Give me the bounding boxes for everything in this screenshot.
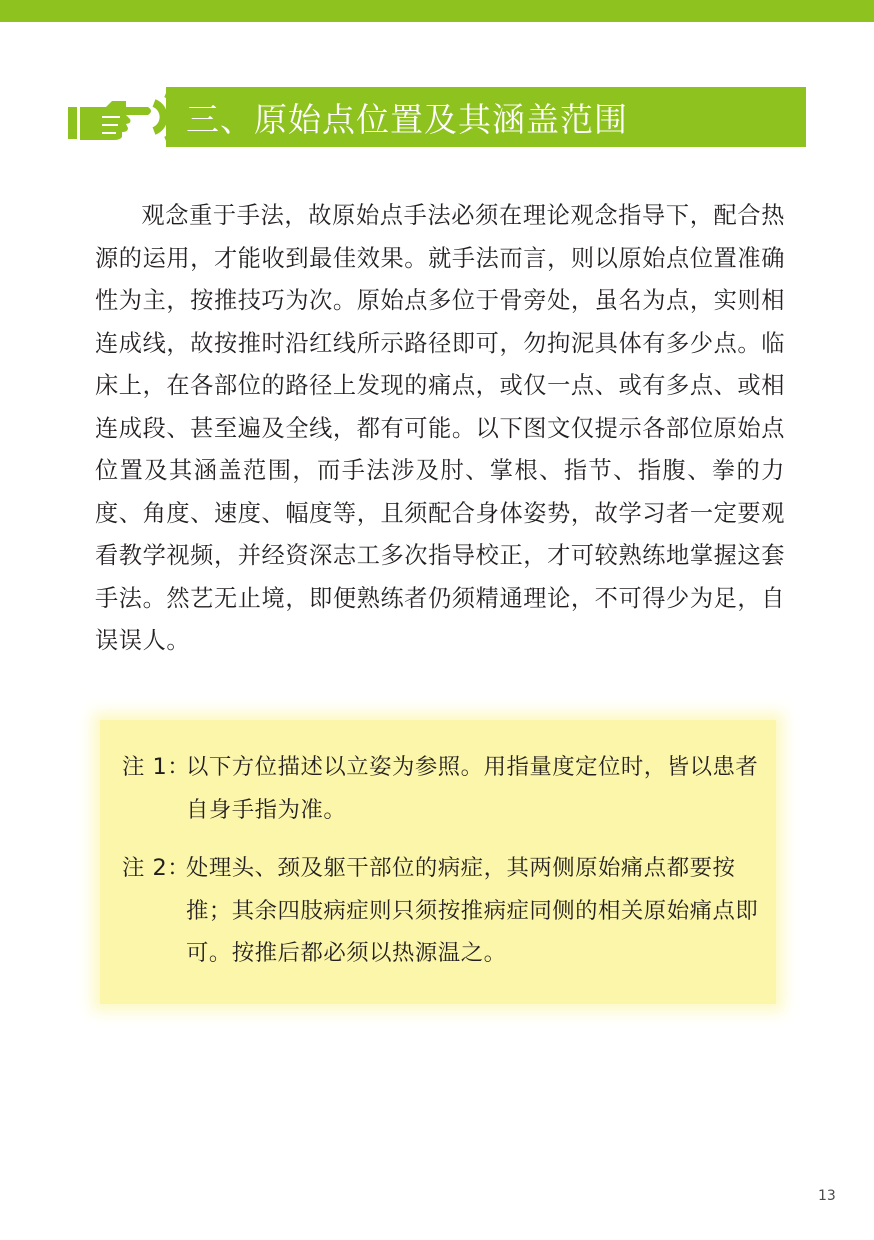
note-text-2: 处理头、颈及躯干部位的病症，其两侧原始痛点都要按推；其余四肢病症则只须按推病症同侧的相关原始痛点即可。按推后都必须以热源温之。: [186, 855, 759, 966]
note-item-1: [122, 746, 762, 831]
pointing-hand-icon: [66, 87, 176, 147]
section-title-bar: [166, 87, 806, 147]
note-label-1: 注 1：: [122, 754, 191, 780]
note-item-2: [122, 847, 762, 975]
section-title: 三、原始点位置及其涵盖范围: [186, 99, 628, 139]
top-color-band: [0, 0, 874, 22]
body-text: [95, 195, 785, 663]
note-text-1: 以下方位描述以立姿为参照。用指量度定位时，皆以患者自身手指为准。: [186, 754, 759, 823]
note-label-2: 注 2：: [122, 855, 191, 881]
page-number: 13: [818, 1188, 836, 1204]
body-paragraph: 观念重于手法，故原始点手法必须在理论观念指导下，配合热源的运用，才能收到最佳效果。就手法而言，则以原始点位置准确性为主，按推技巧为次。原始点多位于骨旁处，虽名为点，实则相连成线，故按推时沿红线所示路径即可，勿拘泥具体有多少点。临床上，在各部位的路径上发现的痛点，或仅一点、或有多点、或相连成段、甚至遍及全线，都有可能。以下图文仅提示各部位原始点位置及其涵盖范围，而手法涉及肘、掌根、指节、指腹、拳的力度、角度、速度、幅度等，且须配合身体姿势，故学习者一定要观看教学视频，并经资深志工多次指导校正，才可较熟练地掌握这套手法。然艺无止境，即便熟练者仍须精通理论，不可得少为足，自误误人。: [95, 202, 785, 654]
